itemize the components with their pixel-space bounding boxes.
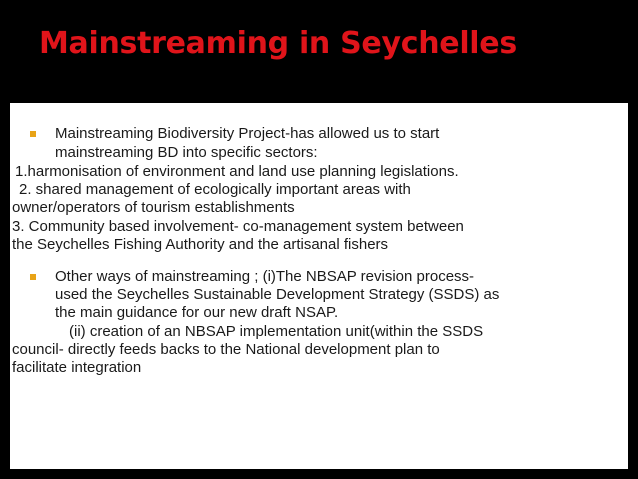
bullet-1-line-4: 2. shared management of ecologically important areas with	[19, 181, 411, 198]
bullet-marker-1	[30, 131, 36, 137]
bullet-1-line-1: Mainstreaming Biodiversity Project-has allowed us to start	[55, 125, 440, 142]
slide-title: Mainstreaming in Seychelles	[39, 26, 517, 61]
bullet-2-line-2: used the Seychelles Sustainable Development Strategy (SSDS) as	[55, 286, 500, 303]
bullet-1-line-6: 3. Community based involvement- co-management system between	[12, 218, 464, 235]
bullet-2-line-4: (ii) creation of an NBSAP implementation unit(within the SSDS	[69, 323, 484, 340]
bullet-marker-2	[30, 274, 36, 280]
slide-content	[10, 103, 628, 469]
title-bar	[0, 0, 638, 100]
bullet-2-line-3: the main guidance for our new draft NSAP.	[55, 304, 339, 321]
bullet-2-line-5: council- directly feeds backs to the National development plan to	[12, 341, 440, 358]
bullet-2-line-1: Other ways of mainstreaming ; (i)The NBSAP revision process-	[55, 268, 475, 285]
bullet-1-line-5: owner/operators of tourism establishments	[12, 199, 295, 216]
bullet-1-line-3: 1.harmonisation of environment and land use planning legislations.	[15, 163, 459, 180]
bullet-2-line-6: facilitate integration	[12, 359, 142, 376]
bullet-1-line-7: the Seychelles Fishing Authority and the artisanal fishers	[12, 236, 389, 253]
bullet-1-line-2: mainstreaming BD into specific sectors:	[55, 144, 318, 161]
